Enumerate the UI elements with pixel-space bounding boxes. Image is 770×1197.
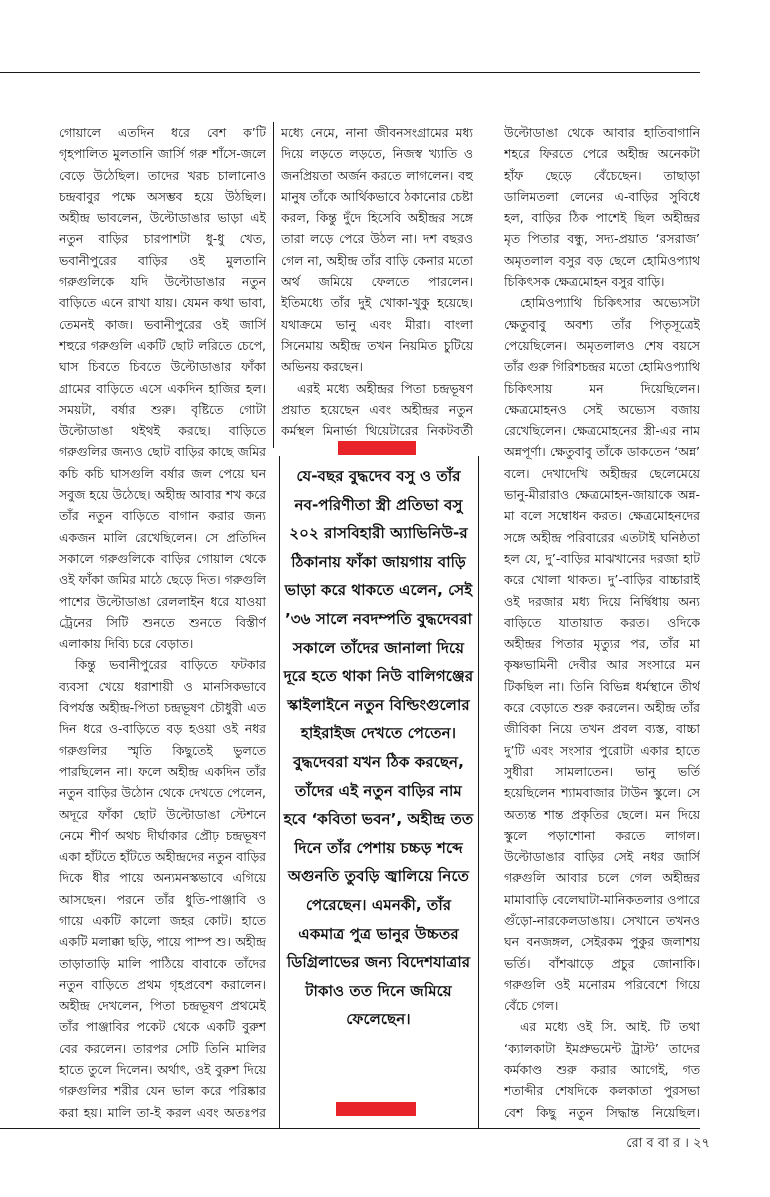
article-column-2 xyxy=(281,122,473,442)
paragraph: কিন্তু ভবানীপুরের বাড়িতে ফটকার ব্যবসা খেয়ে ধরাশায়ী ও মানসিকভাবে বিপর্যস্ত অহীন্দ্র-পিতা চন্দ্রভূষণ চৌধুরী এত দিন ধরে ও-বাড়িতে বড় হওয়া ওই নধর গরুগুলির স্মৃতি কিছুতেই ভুলতে পারছিলেন না। ফলে অহীন্দ্র একদিন তাঁর নতুন বাড়ির উঠোন থেকে দেখতে পেলেন, অদূরে ফাঁকা ছোট উল্টোডাঙা স্টেশনে নেমে শীর্ণ অথচ দীর্ঘাকার প্রৌঢ় চন্দ্রভূষণ একা হাঁটতে হাঁটতে অহীন্দ্রদের নতুন বাড়ির দিকে ধীর পায়ে অন্যমনস্কভাবে এগিয়ে আসছেন। পরনে তাঁর ধুতি-পাঞ্জাবি ও গায়ে একটি কালো জহর কোট। হাতে একটি মলাক্কা ছড়ি, পায়ে পাম্প শু। অহীন্দ্র তাড়াতাড়ি মালি পাঠিয়ে বাবাকে তাঁদের নতুন বাড়িতে প্রথম গৃহপ্রবেশ করালেন। অহীন্দ্র দেখলেন, পিতা চন্দ্রভূষণ প্রথমেই তাঁর পাঞ্জাবির পকেট থেকে একটি বুরুশ বের করলেন। তারপর সেটি তিনি মালির হাতে তুলে দিলেন। অর্থাৎ, ওই বুরুশ দিয়ে গরুগুলির শরীর যেন ভাল করে পরিষ্কার করা হয়। মালি তা-ই করল এবং অতঃপর xyxy=(59,657,266,1120)
paragraph: গোয়ালে এতদিন ধরে বেশ ক’টি গৃহপালিত মুলতানি জার্সি গরু শাঁসে-জলে বেড়ে উঠেছিল। তাদের খরচ চালানোও চন্দ্রবাবুর পক্ষে অসম্ভব হয়ে উঠছিল। অহীন্দ্র ভাবলেন, উল্টোডাঙার ভাড়া এই নতুন বাড়ির চারপাশটা ধু-ধু খেত, ভবানীপুরের বাড়ির ওই মুলতানি গরুগুলিকে যদি উল্টোডাঙার নতুন বাড়িতে এনে রাখা যায়। যেমন কথা ভাবা, তেমনই কাজ। ভবানীপুরের ওই জার্সি শহুরে গরুগুলি একটি ছোট লরিতে চেপে, ঘাস চিবতে চিবতে উল্টোডাঙার ফাঁকা গ্রামের বাড়িতে এসে একদিন হাজির হল। সময়টা, বর্ষার শুরু। বৃষ্টিতে গোটা উল্টোডাঙা থইথই করছে। বাড়িতে গরুগুলির জন্যও ছোট বাড়ির কাছে জমির কচি কচি ঘাসগুলি বর্ষার জল পেয়ে ঘন সবুজ হয়ে উঠেছে। অহীন্দ্র আবার শখ করে তাঁর নতুন বাড়িতে বাগান করার জন্য একজন মালি রেখেছিলেন। সে প্রতিদিন সকালে গরুগুলিকে বাড়ির গোয়াল থেকে ওই ফাঁকা জমির মাঠে ছেড়ে দিত। গরুগুলি পাশের উল্টোডাঙা রেললাইন ধরে যাওয়া ট্রেনের সিটি শুনতে শুনতে বিস্তীর্ণ এলাকায় দিব্যি চরে বেড়াত। xyxy=(59,125,266,652)
pull-quote: যে-বছর বুদ্ধদেব বসু ও তাঁর নব-পরিণীতা স্ত্রী প্রতিভা বসু ২০২ রাসবিহারী অ্যাভিনিউ-র ঠিকানায় ফাঁকা জায়গায় বাড়ি ভাড়া করে থাকতে এলেন, সেই ’৩৬ সালে নবদম্পতি বুদ্ধদেবরা সকালে তাঁদের জানালা দিয়ে দূরে হতে থাকা নিউ বালিগঞ্জের স্কাইলাইনে নতুন বিল্ডিংগুলোর হাইরাইজ দেখতে পেতেন। বুদ্ধদেবরা যখন ঠিক করছেন, তাঁদের এই নতুন বাড়ির নাম হবে ‘কবিতা ভবন’, অহীন্দ্র তত দিনে তাঁর পেশায় চচ্চড় শব্দে অগুনতি তুবড়ি জ্বালিয়ে নিতে পেরেছেন। এমনকী, তাঁর একমাত্র পুত্র ভানুর উচ্চতর ডিগ্রিলাভের জন্য বিদেশযাত্রার টাকাও তত দিনে জমিয়ে ফেলেছেন। xyxy=(283,467,474,1029)
paragraph: এর মধ্যে ওই সি. আই. টি তথা ‘ক্যালকাটা ইমপ্রুভমেন্ট ট্রাস্ট’ তাদের কর্মকাণ্ড শুরু করার আগেই, গত শতাব্দীর শেষদিকে কলকাতা পুরসভা বেশ কিছু নতুন সিদ্ধান্ত নিয়েছিল। xyxy=(504,1019,700,1120)
paragraph: হোমিওপ্যাথি চিকিৎসার অভ্যেসটা ক্ষেতুবাবু অবশ্য তাঁর পিতৃসূত্রেই পেয়েছিলেন। অমৃতলালও শেষ বয়সে তাঁর গুরু গিরিশচন্দ্রর মতো হোমিওপ্যাথি চিকিৎসায় মন দিয়েছিলেন। ক্ষেত্রমোহনও সেই অভ্যেস বজায় রেখেছিলেন। ক্ষেত্রমোহনের স্ত্রী-এর নাম অন্নপূর্ণা। ক্ষেতুবাবু তাঁকে ডাকতেন ‘অন্ন’ বলে। দেখাদেখি অহীন্দ্রর ছেলেমেয়ে ভানু-মীরারাও ক্ষেত্রমোহন-জায়াকে অন্ন-মা বলে সম্বোধন করত। ক্ষেত্রমোহনদের সঙ্গে অহীন্দ্র পরিবারের এতটাই ঘনিষ্ঠতা হল যে, দু’-বাড়ির মাঝখানের দরজা হাট করে খোলা থাকত। দু’-বাড়ির বাচ্চারাই ওই দরজার মধ্য দিয়ে নির্দ্বিধায় অন্য বাড়িতে যাতায়াত করত। ওদিকে অহীন্দ্রর পিতার মৃত্যুর পর, তাঁর মা কৃষ্ণভামিনী দেবীর আর সংসারে মন টিকছিল না। তিনি বিভিন্ন ধর্মস্থানে তীর্থ করে বেড়াতে শুরু করলেন। অহীন্দ্র তাঁর জীবিকা নিয়ে তখন প্রবল ব্যস্ত, বাচ্চা দু’টি এবং সংসার পুরোটা একার হাতে সুধীরা সামলাতেন। ভানু ভর্তি হয়েছিলেন শ্যামবাজার টাউন স্কুলে। সে অত্যন্ত শান্ত প্রকৃতির ছেলে। মন দিয়ে স্কুলে পড়াশোনা করতে লাগল। উল্টোডাঙার বাড়ির সেই নধর জার্সি গরুগুলি আবার চলে গেল অহীন্দ্রর মামাবাড়ি বেলেঘাটা-মানিকতলার ওপারে গুঁড়ো-নারকেলডাঙায়। সেখানে তখনও ঘন বনজঙ্গল, সেইরকম পুকুর জলাশয় ভর্তি। বাঁশঝাড়ে প্রচুর জোনাকি। গরুগুলি ওই মনোরম পরিবেশে গিয়ে বেঁচে গেল। xyxy=(504,295,700,1014)
pull-quote-bottom-bar xyxy=(336,1102,416,1116)
paragraph: এরই মধ্যে অহীন্দ্রর পিতা চন্দ্রভূষণ প্রয়াত হয়েছেন এবং অহীন্দ্রর নতুন কর্মস্থল মিনার্ভা থিয়েটারের নিকটবর্তী xyxy=(281,380,473,439)
page-folio: রো ব বা র । ২৭ xyxy=(626,1136,710,1151)
column-divider xyxy=(273,122,274,448)
paragraph: মধ্যে নেমে, নানা জীবনসংগ্রামের মধ্য দিয়ে লড়তে লড়তে, নিজস্ব খ্যাতি ও জনপ্রিয়তা অর্জন করতে লাগলেন। বহু মানুষ তাঁকে আর্থিকভাবে ঠকানোর চেষ্টা করল, কিন্তু দুঁদে হিসেবি অহীন্দ্রর সঙ্গে তারা লড়ে পেরে উঠল না। দশ বছরও গেল না, অহীন্দ্র তাঁর বাড়ি কেনার মতো অর্থ জমিয়ে ফেলতে পারলেন। ইতিমধ্যে তাঁর দুই খোকা-খুকু হয়েছে। যথাক্রমে ভানু এবং মীরা। বাংলা সিনেমায় অহীন্দ্র তখন নিয়মিত চুটিয়ে অভিনয় করছেন। xyxy=(281,125,473,375)
pull-quote-right-rule xyxy=(478,456,479,1128)
pull-quote-left-rule xyxy=(279,456,280,1128)
footer-rule xyxy=(0,1128,700,1129)
article-column-3 xyxy=(504,122,700,1124)
header-rule xyxy=(0,72,700,73)
pull-quote-top-bar xyxy=(338,441,416,455)
article-column-1 xyxy=(59,122,266,1124)
paragraph: উল্টোডাঙা থেকে আবার হাতিবাগানি শহরে ফিরতে পেরে অহীন্দ্র অনেকটা হাঁফ ছেড়ে বেঁচেছেন। তাছাড়া ডালিমতলা লেনের এ-বাড়ির সুবিধে হল, বাড়ির ঠিক পাশেই ছিল অহীন্দ্রর মৃত পিতার বন্ধু, সদ্য-প্রয়াত ‘রসরাজ’ অমৃতলাল বসুর বড় ছেলে হোমিওপ্যাথ চিকিৎসক ক্ষেত্রমোহন বসুর বাড়ি। xyxy=(504,125,700,290)
